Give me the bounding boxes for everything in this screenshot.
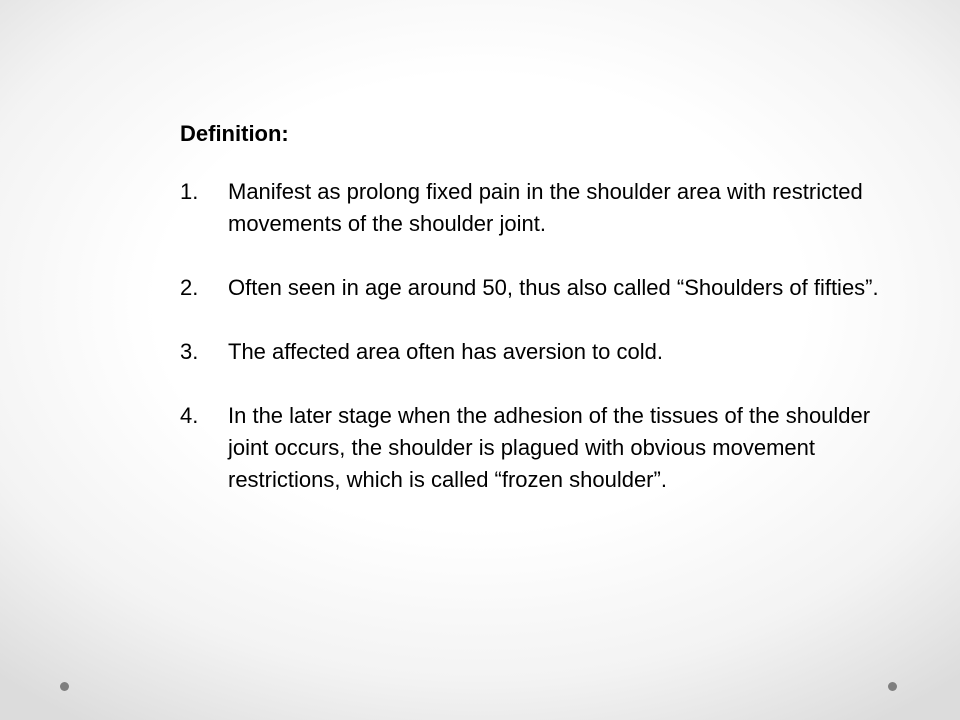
definition-heading: Definition: bbox=[180, 121, 289, 146]
list-item-text: Manifest as prolong fixed pain in the shoulder area with restricted movements of the shoulder joint. bbox=[228, 179, 863, 236]
definition-list bbox=[180, 176, 880, 496]
list-item bbox=[180, 272, 880, 304]
list-item-number: 3. bbox=[180, 339, 199, 364]
list-item-number: 2. bbox=[180, 275, 199, 300]
list-item bbox=[180, 400, 880, 496]
list-item-text: Often seen in age around 50, thus also called “Shoulders of fifties”. bbox=[228, 275, 879, 300]
decorative-dot-right bbox=[888, 682, 897, 691]
slide-content bbox=[180, 118, 880, 528]
list-item-number: 4. bbox=[180, 403, 199, 428]
list-item-number: 1. bbox=[180, 179, 199, 204]
list-item-text: The affected area often has aversion to cold. bbox=[228, 339, 663, 364]
list-item-text: In the later stage when the adhesion of the tissues of the shoulder joint occurs, the shoulder is plagued with obvious movement restrictions, which is called “frozen shoulder”. bbox=[228, 403, 871, 492]
list-item bbox=[180, 336, 880, 368]
list-item bbox=[180, 176, 880, 240]
decorative-dot-left bbox=[60, 682, 69, 691]
